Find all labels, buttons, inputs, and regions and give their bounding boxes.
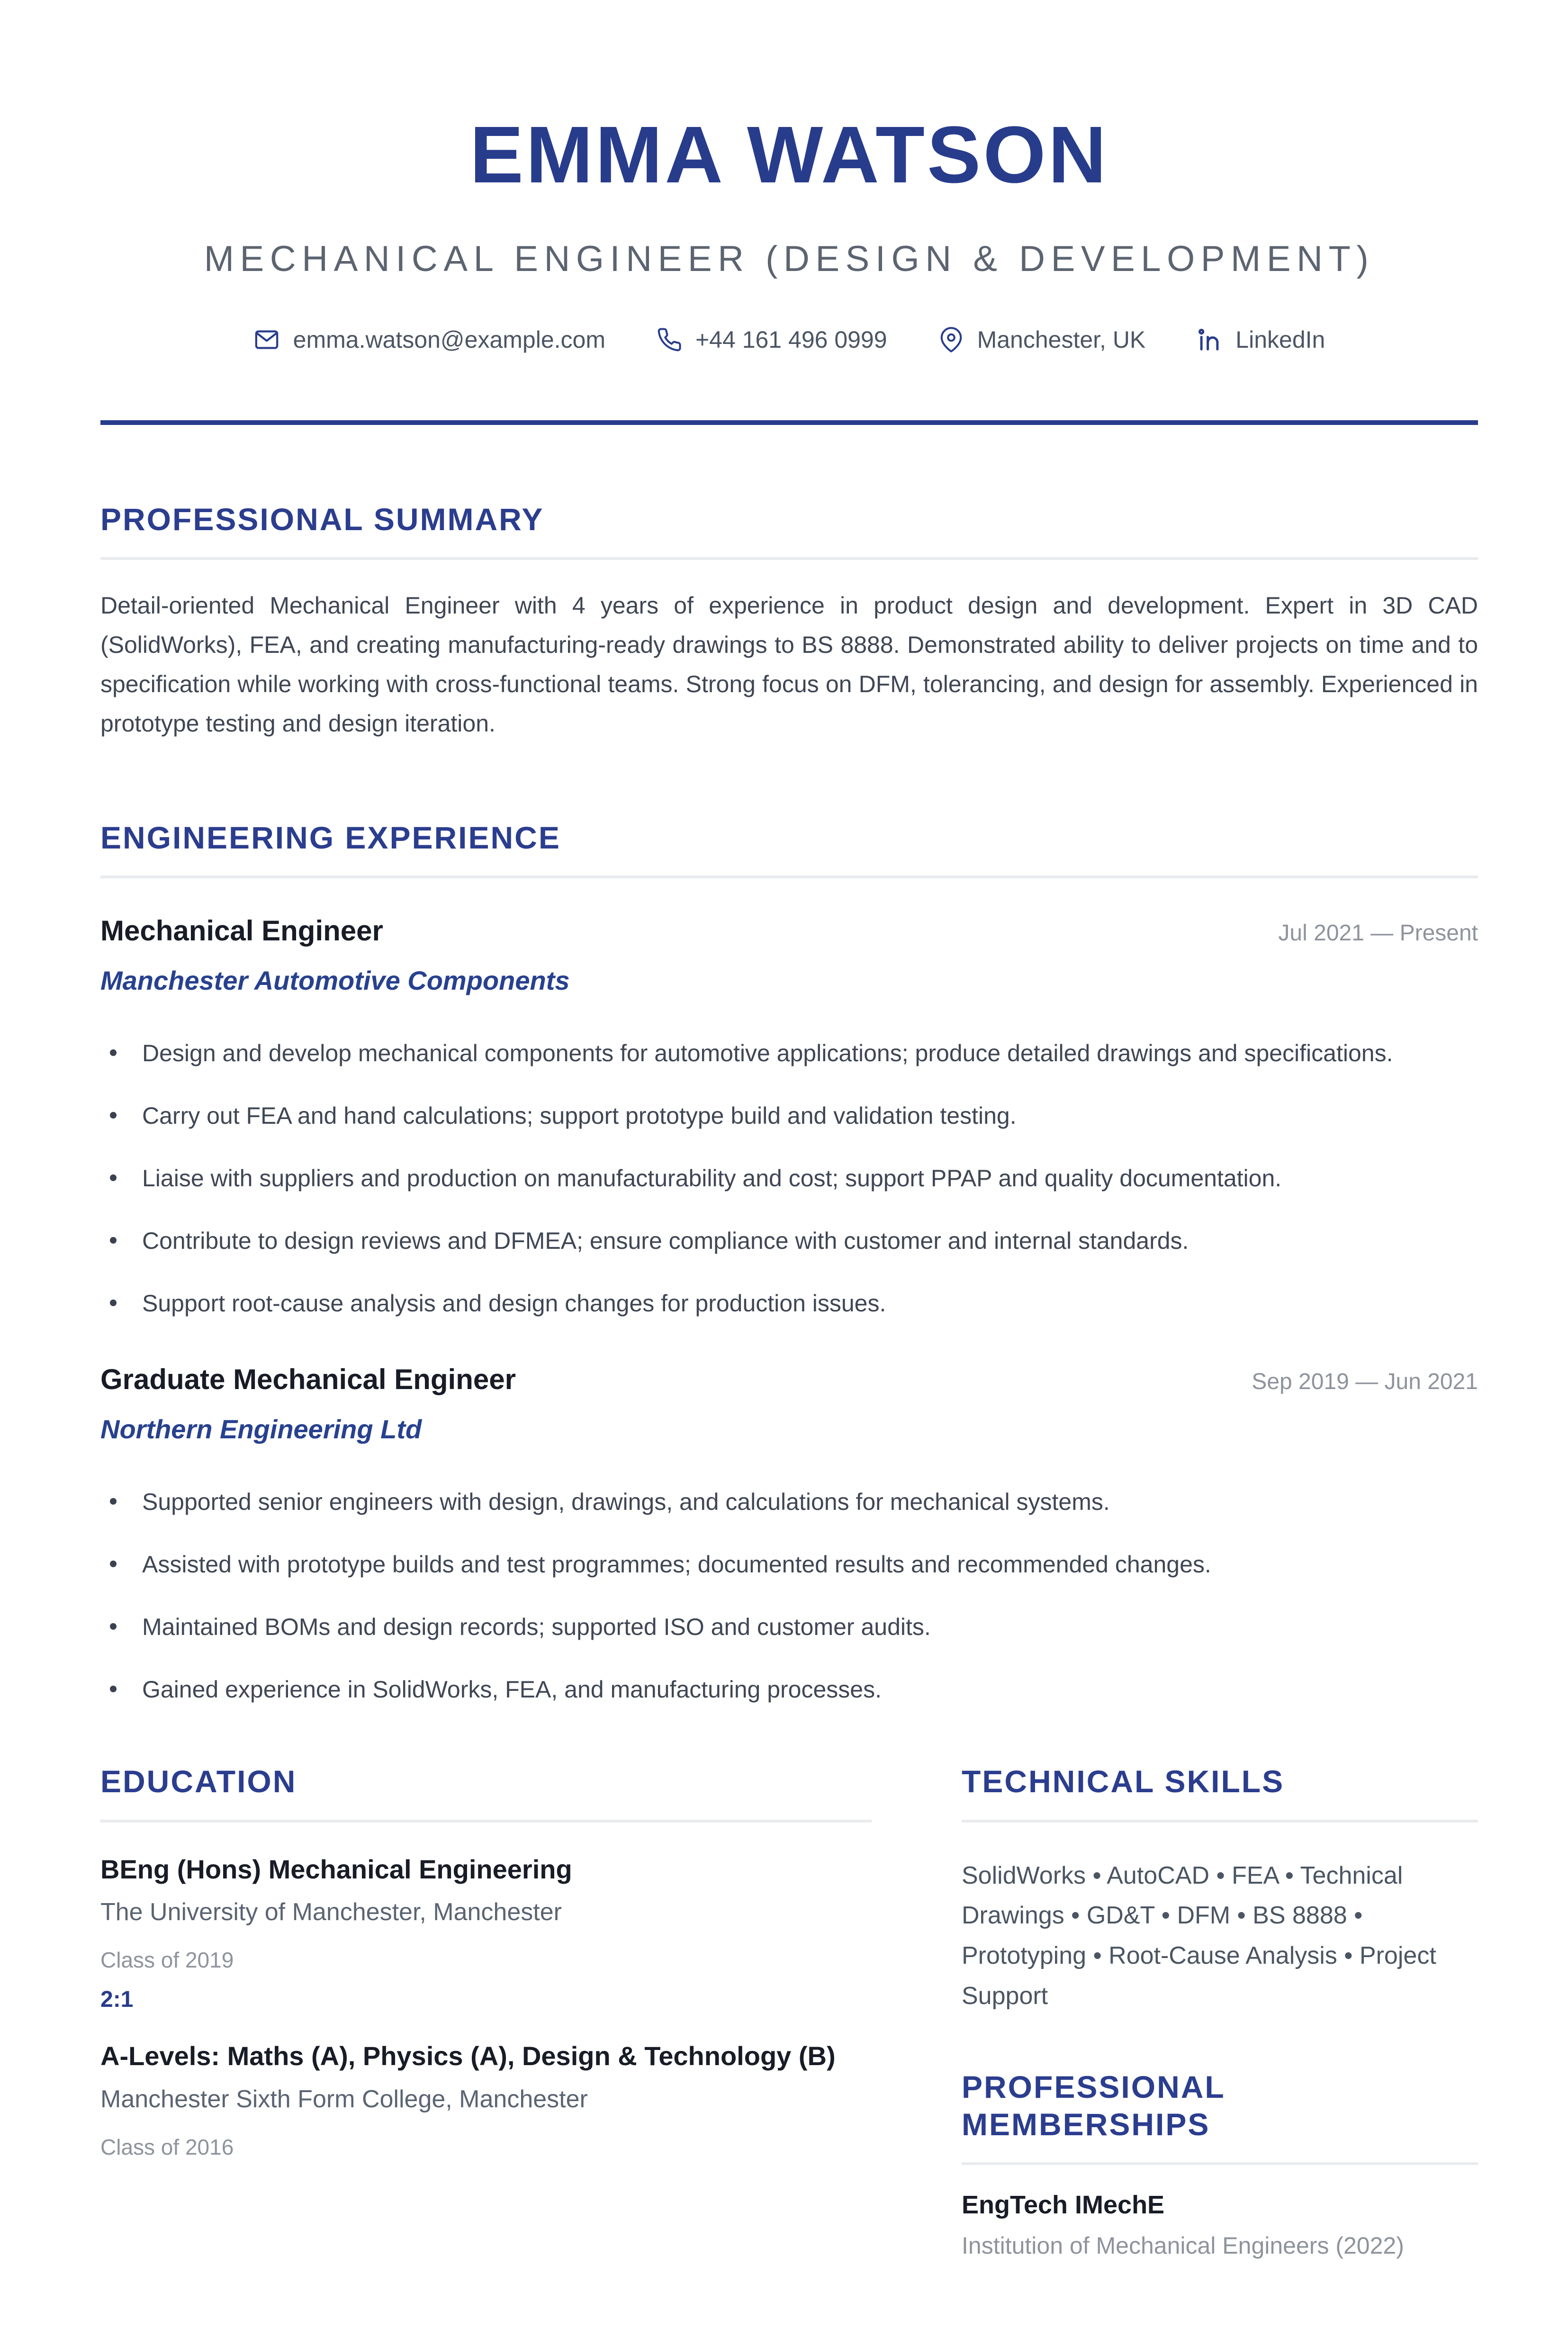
section-professional-summary bbox=[100, 501, 1478, 743]
membership-detail: Institution of Mechanical Engineers (2022) bbox=[962, 2232, 1404, 2259]
job-dates: Sep 2019 — Jun 2021 bbox=[1252, 1369, 1478, 1395]
contact-linkedin-text: LinkedIn bbox=[1235, 326, 1325, 353]
column-education bbox=[100, 1763, 872, 2260]
job-bullet: Assisted with prototype builds and test programmes; documented results and recommended changes. bbox=[100, 1548, 1478, 1581]
experience-heading: ENGINEERING EXPERIENCE bbox=[100, 820, 561, 855]
job-bullet: Gained experience in SolidWorks, FEA, and manufacturing processes. bbox=[100, 1673, 1478, 1706]
bottom-columns bbox=[100, 1763, 1478, 2260]
contact-email[interactable] bbox=[253, 325, 605, 354]
education-year: Class of 2019 bbox=[100, 1947, 234, 1972]
contact-location-text: Manchester, UK bbox=[977, 326, 1146, 353]
education-degree: A-Levels: Maths (A), Physics (A), Design & Technology (B) bbox=[100, 2041, 836, 2071]
education-divider bbox=[100, 1820, 872, 1823]
candidate-name: EMMA WATSON bbox=[469, 110, 1109, 200]
membership-name: EngTech IMechE bbox=[962, 2191, 1165, 2219]
job-header bbox=[100, 1363, 1478, 1397]
job-bullet-list bbox=[100, 1037, 1478, 1320]
experience-divider bbox=[100, 876, 1478, 878]
job-dates: Jul 2021 — Present bbox=[1278, 921, 1478, 946]
job-bullet: Supported senior engineers with design, drawings, and calculations for mechanical systems. bbox=[100, 1485, 1478, 1518]
memberships-divider bbox=[962, 2162, 1478, 2165]
membership-entry bbox=[962, 2190, 1478, 2260]
education-school: Manchester Sixth Form College, Manchester bbox=[100, 2085, 588, 2113]
summary-paragraph: Detail-oriented Mechanical Engineer with 4 years of experience in product design and development. Expert in 3D CAD (SolidWorks), FEA, and creating manufacturing-ready drawings to BS 8888. Demonstrated ability to deliver projects on time and to specification while working with cross-functional teams. Strong focus on DFM, tolerancing, and design for assembly. Experienced in prototype testing and design iteration. bbox=[100, 592, 1478, 737]
job-bullet: Contribute to design reviews and DFMEA; ensure compliance with customer and internal standards. bbox=[100, 1224, 1478, 1257]
mail-icon bbox=[253, 326, 280, 353]
header-rule bbox=[100, 420, 1478, 425]
education-entry-alevels bbox=[100, 2040, 872, 2161]
job-bullet: Support root-cause analysis and design changes for production issues. bbox=[100, 1287, 1478, 1320]
column-skills-memberships bbox=[962, 1763, 1478, 2260]
technical-skills-divider bbox=[962, 1820, 1478, 1823]
linkedin-icon bbox=[1197, 327, 1222, 352]
section-engineering-experience bbox=[100, 819, 1478, 1706]
job-bullet: Carry out FEA and hand calculations; support prototype build and validation testing. bbox=[100, 1099, 1478, 1132]
job-title: Graduate Mechanical Engineer bbox=[100, 1363, 516, 1396]
education-heading: EDUCATION bbox=[100, 1764, 297, 1799]
technical-skills-heading: TECHNICAL SKILLS bbox=[962, 1764, 1285, 1799]
skills-list-text: SolidWorks • AutoCAD • FEA • Technical Drawings • GD&T • DFM • BS 8888 • Prototyping • Root-Cause Analysis • Project Support bbox=[962, 1861, 1436, 2010]
education-degree: BEng (Hons) Mechanical Engineering bbox=[100, 1854, 572, 1884]
candidate-title: MECHANICAL ENGINEER (DESIGN & DEVELOPMENT) bbox=[204, 238, 1375, 279]
memberships-heading: PROFESSIONAL MEMBERSHIPS bbox=[962, 2069, 1225, 2142]
job-entry-mechanical-engineer bbox=[100, 914, 1478, 1320]
job-bullet: Liaise with suppliers and production on manufacturability and cost; support PPAP and quality documentation. bbox=[100, 1162, 1478, 1195]
contact-phone-text: +44 161 496 0999 bbox=[695, 326, 887, 353]
education-grade: 2:1 bbox=[100, 1987, 134, 2013]
education-entry-beng bbox=[100, 1853, 872, 2014]
job-title: Mechanical Engineer bbox=[100, 915, 383, 947]
education-year: Class of 2016 bbox=[100, 2134, 234, 2159]
contact-linkedin[interactable] bbox=[1197, 325, 1325, 354]
job-bullet: Maintained BOMs and design records; supported ISO and customer audits. bbox=[100, 1610, 1478, 1643]
job-header bbox=[100, 914, 1478, 948]
job-company: Northern Engineering Ltd bbox=[100, 1414, 422, 1444]
phone-icon bbox=[657, 327, 682, 352]
resume-header bbox=[100, 109, 1478, 425]
contact-row bbox=[100, 325, 1478, 354]
summary-heading: PROFESSIONAL SUMMARY bbox=[100, 501, 544, 537]
education-school: The University of Manchester, Manchester bbox=[100, 1898, 562, 1926]
contact-phone[interactable] bbox=[657, 325, 887, 354]
contact-location[interactable] bbox=[938, 325, 1146, 354]
location-pin-icon bbox=[938, 327, 964, 352]
contact-email-text: emma.watson@example.com bbox=[293, 326, 605, 353]
job-entry-graduate-mechanical-engineer bbox=[100, 1363, 1478, 1706]
job-company: Manchester Automotive Components bbox=[100, 966, 570, 996]
job-bullet-list bbox=[100, 1485, 1478, 1706]
summary-divider bbox=[100, 557, 1478, 560]
job-bullet: Design and develop mechanical components for automotive applications; produce detailed drawings and specifications. bbox=[100, 1037, 1478, 1070]
